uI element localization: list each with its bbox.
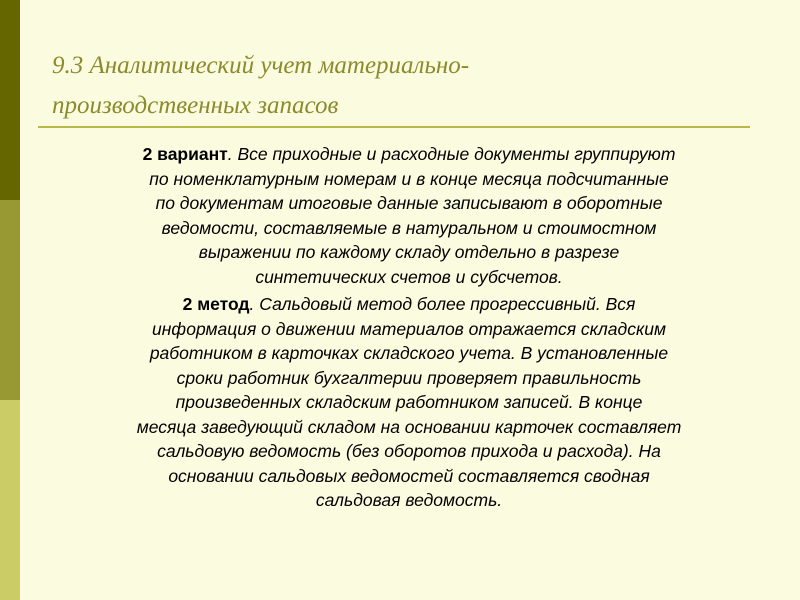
side-bar-segment-dark <box>0 0 20 200</box>
side-bar-segment-mid <box>0 200 20 400</box>
paragraph-line: информация о движении материалов отражается складским <box>152 318 666 339</box>
paragraph-line: месяца заведующий складом на основании карточек составляет <box>136 416 682 437</box>
paragraph-line <box>44 142 774 167</box>
paragraph-line: ведомости, составляемые в натуральном и стоимостном <box>161 217 657 238</box>
slide-title-line-2: производственных запасов <box>52 92 339 119</box>
paragraph-lead: 2 вариант <box>142 144 228 164</box>
paragraph-lead: 2 метод <box>182 294 250 314</box>
side-color-bar <box>0 0 20 600</box>
paragraph-line: по номенклатурным номерам и в конце месяца подсчитанные <box>149 168 669 189</box>
paragraph-line: сальдовая ведомость. <box>315 490 503 510</box>
paragraph-line: сальдовую ведомость (без оборотов прихода и расхода). На <box>157 441 661 461</box>
paragraph-text: . Все приходные и расходные документы группируют <box>227 144 676 164</box>
paragraph-line: сроки работник бухгалтерии проверяет правильность <box>176 367 642 388</box>
slide-title-line-1: 9.3 Аналитический учет материально- <box>52 52 470 79</box>
paragraph-method-2 <box>44 292 774 513</box>
slide-title <box>52 46 772 126</box>
side-bar-segment-light <box>0 400 20 600</box>
paragraph-line: произведенных складским работником записей. В конце <box>175 392 643 412</box>
paragraph-line <box>44 292 774 317</box>
paragraph-text: . Сальдовый метод более прогрессивный. Вся <box>249 294 636 314</box>
title-divider <box>38 126 750 128</box>
paragraph-line: синтетических счетов и субсчетов. <box>255 266 563 287</box>
paragraph-line: выражении по каждому складу отдельно в разрезе <box>198 242 620 262</box>
paragraph-variant-2 <box>44 142 774 289</box>
paragraph-line: по документам итоговые данные записывают в оборотные <box>155 193 663 213</box>
paragraph-line: работником в карточках складского учета. В установленные <box>149 343 669 363</box>
paragraph-line: основании сальдовых ведомостей составляется сводная <box>168 465 650 486</box>
